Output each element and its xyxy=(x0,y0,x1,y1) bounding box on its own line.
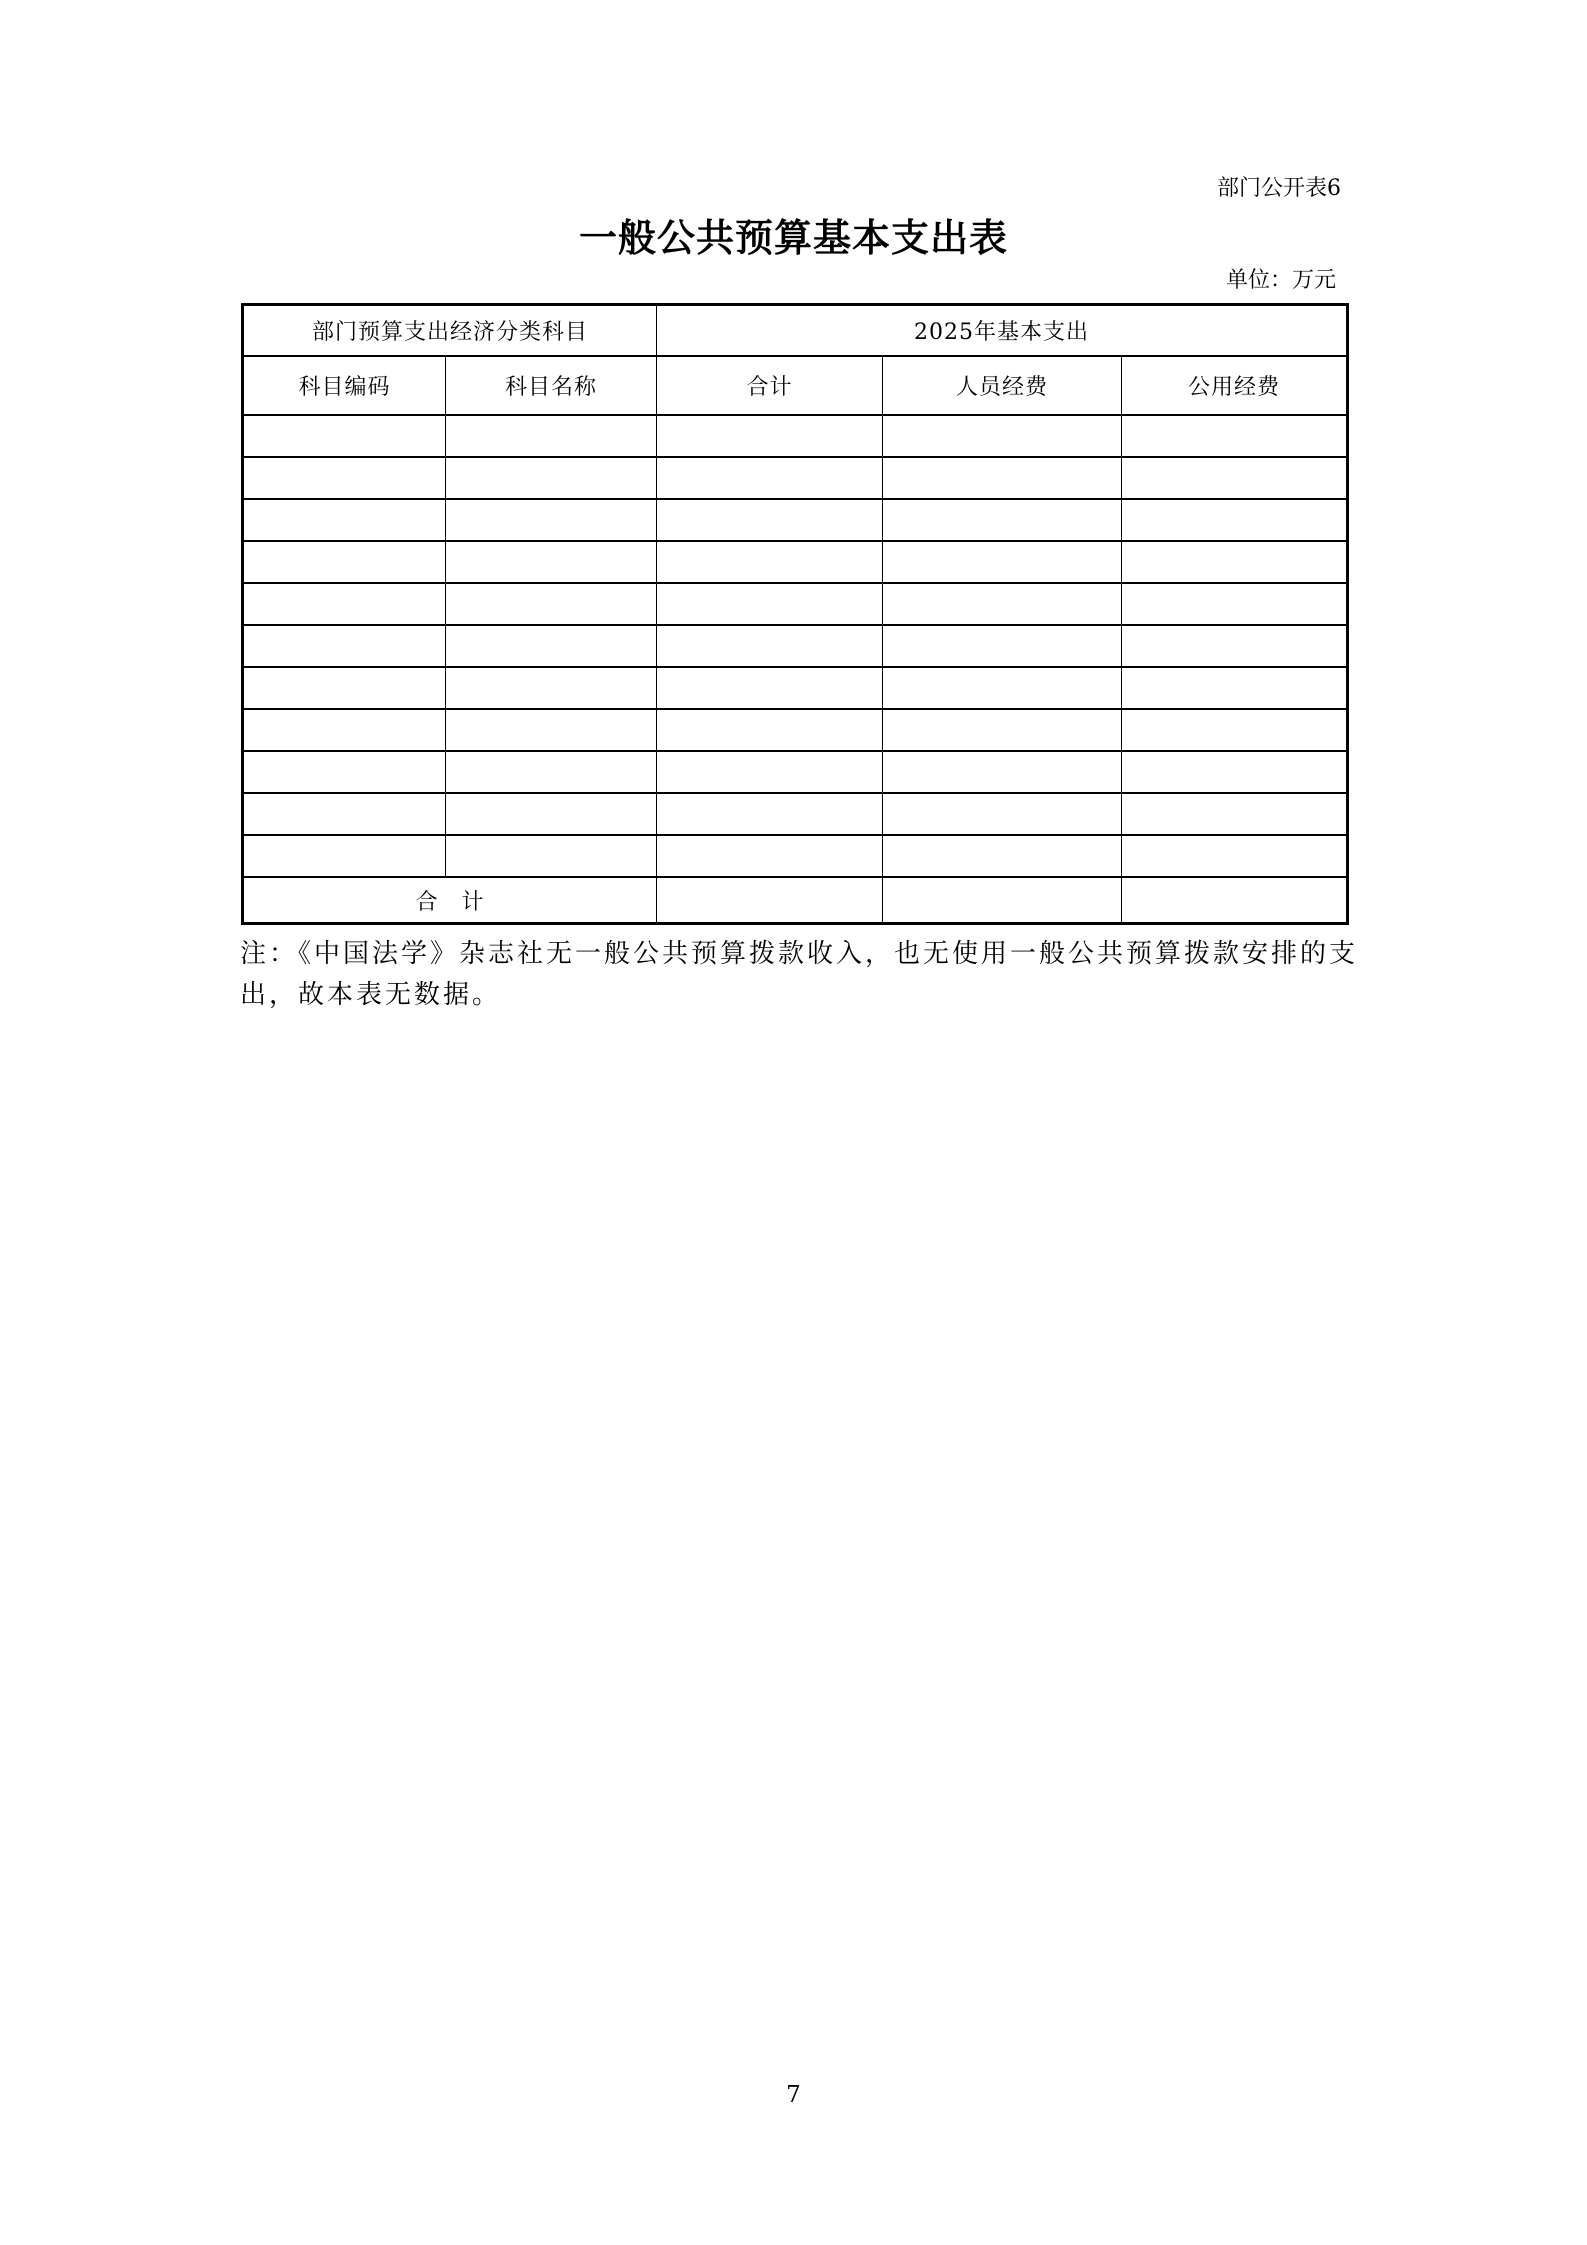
table-row xyxy=(243,499,1348,541)
empty-cell xyxy=(1122,835,1348,877)
empty-cell xyxy=(446,625,657,667)
table-row xyxy=(243,457,1348,499)
note-text xyxy=(240,934,1405,1016)
empty-cell xyxy=(1122,457,1348,499)
empty-cell xyxy=(1122,751,1348,793)
empty-cell xyxy=(446,751,657,793)
header-2025-basic-expenditure: 2025年基本支出 xyxy=(657,305,1348,357)
empty-cell xyxy=(446,457,657,499)
empty-cell xyxy=(657,835,883,877)
total-value-cell xyxy=(1122,877,1348,924)
total-value-cell xyxy=(657,877,883,924)
empty-cell xyxy=(1122,415,1348,457)
empty-cell xyxy=(243,709,446,751)
empty-cell xyxy=(446,499,657,541)
empty-cell xyxy=(446,793,657,835)
empty-cell xyxy=(446,835,657,877)
column-header-total: 合计 xyxy=(657,356,883,415)
empty-cell xyxy=(657,667,883,709)
table-header-row-1 xyxy=(243,305,1348,357)
page-number: 7 xyxy=(786,2082,801,2108)
empty-cell xyxy=(243,793,446,835)
empty-cell xyxy=(1122,709,1348,751)
empty-cell xyxy=(657,541,883,583)
empty-cell xyxy=(446,667,657,709)
table-row xyxy=(243,667,1348,709)
empty-cell xyxy=(883,457,1122,499)
empty-cell xyxy=(883,625,1122,667)
empty-cell xyxy=(1122,583,1348,625)
note-line-2: 出，故本表无数据。 xyxy=(240,980,502,1010)
empty-cell xyxy=(1122,667,1348,709)
column-header-subject-code: 科目编码 xyxy=(243,356,446,415)
empty-cell xyxy=(243,583,446,625)
empty-cell xyxy=(1122,499,1348,541)
empty-cell xyxy=(657,751,883,793)
empty-cell xyxy=(657,709,883,751)
empty-cell xyxy=(883,793,1122,835)
empty-cell xyxy=(1122,541,1348,583)
empty-cell xyxy=(243,625,446,667)
table-row xyxy=(243,835,1348,877)
empty-cell xyxy=(243,835,446,877)
table-row xyxy=(243,541,1348,583)
empty-cell xyxy=(657,499,883,541)
table-row xyxy=(243,709,1348,751)
page-title: 一般公共预算基本支出表 xyxy=(578,216,1008,260)
empty-cell xyxy=(883,583,1122,625)
empty-cell xyxy=(883,499,1122,541)
column-header-subject-name: 科目名称 xyxy=(446,356,657,415)
table-row xyxy=(243,793,1348,835)
empty-cell xyxy=(243,751,446,793)
empty-cell xyxy=(243,499,446,541)
empty-cell xyxy=(883,415,1122,457)
table-row xyxy=(243,583,1348,625)
header-economic-classification: 部门预算支出经济分类科目 xyxy=(243,305,657,357)
empty-cell xyxy=(883,709,1122,751)
column-header-public-expenses: 公用经费 xyxy=(1122,356,1348,415)
empty-cell xyxy=(243,667,446,709)
empty-cell xyxy=(883,667,1122,709)
doc-label: 部门公开表6 xyxy=(1217,176,1341,201)
table-row xyxy=(243,625,1348,667)
total-row xyxy=(243,877,1348,924)
empty-cell xyxy=(657,457,883,499)
column-header-personnel-expenses: 人员经费 xyxy=(883,356,1122,415)
empty-cell xyxy=(446,415,657,457)
empty-cell xyxy=(446,583,657,625)
table-header-row-2 xyxy=(243,356,1348,415)
empty-cell xyxy=(243,541,446,583)
budget-table xyxy=(241,303,1349,925)
empty-cell xyxy=(657,625,883,667)
empty-cell xyxy=(883,751,1122,793)
empty-cell xyxy=(657,793,883,835)
empty-cell xyxy=(1122,793,1348,835)
table-row xyxy=(243,751,1348,793)
empty-cell xyxy=(883,835,1122,877)
empty-cell xyxy=(243,457,446,499)
table-row xyxy=(243,415,1348,457)
note-line-1: 注：《中国法学》杂志社无一般公共预算拨款收入，也无使用一般公共预算拨款安排的支 xyxy=(240,939,1359,969)
empty-cell xyxy=(657,415,883,457)
empty-cell xyxy=(446,709,657,751)
unit-label: 单位：万元 xyxy=(1225,268,1336,293)
empty-cell xyxy=(883,541,1122,583)
total-row-label: 合 计 xyxy=(243,877,657,924)
total-value-cell xyxy=(883,877,1122,924)
empty-cell xyxy=(243,415,446,457)
empty-cell xyxy=(1122,625,1348,667)
empty-cell xyxy=(657,583,883,625)
empty-cell xyxy=(446,541,657,583)
